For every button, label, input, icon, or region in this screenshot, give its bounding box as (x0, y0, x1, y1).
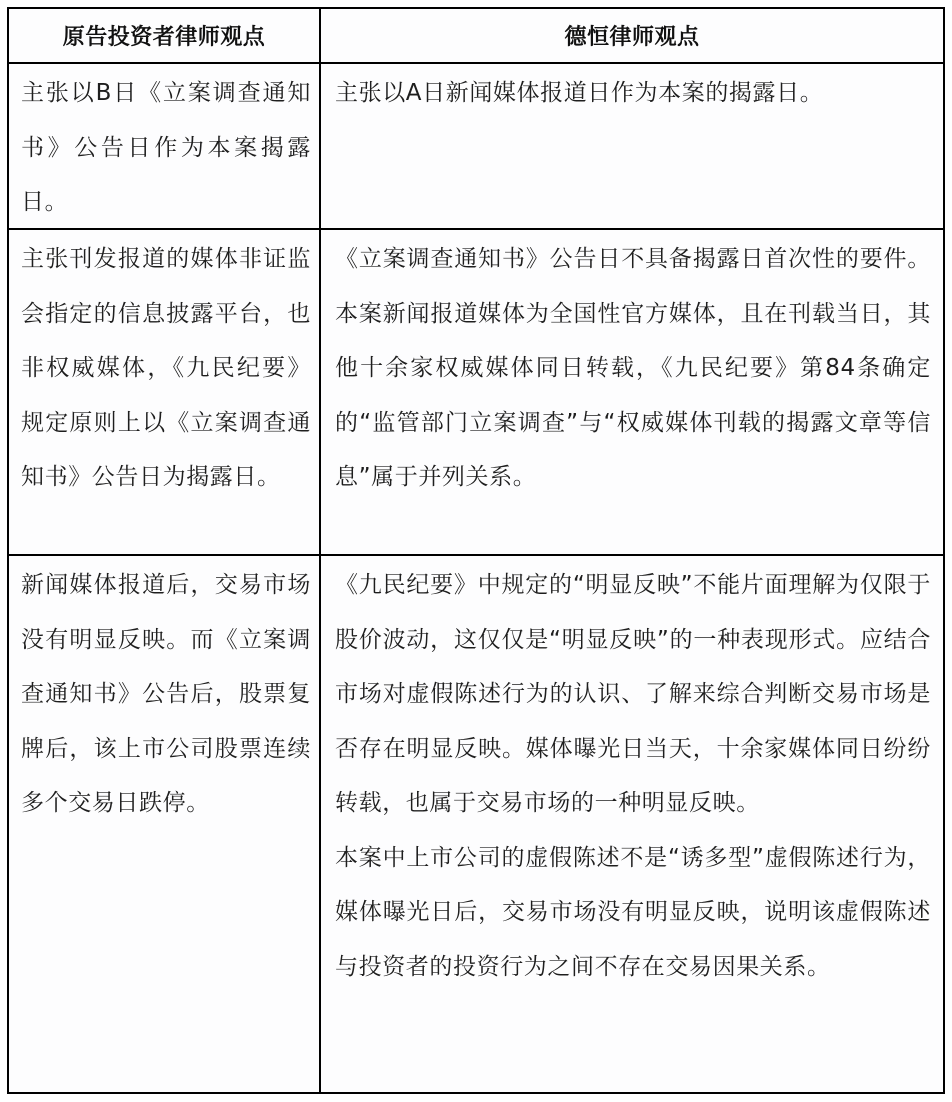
deheng-view-text (335, 66, 931, 121)
deheng-view-cell (321, 556, 943, 1092)
paragraph: 主张刊发报道的媒体非证监会指定的信息披露平台，也非权威媒体，《九民纪要》规定原则上以《立案调查通知书》公告日为揭露日。 (21, 246, 311, 490)
table-header-row (9, 9, 943, 64)
deheng-view-text (335, 558, 931, 994)
table-row (9, 64, 943, 230)
plaintiff-view-cell (9, 556, 321, 1092)
plaintiff-view-text (21, 558, 311, 831)
paragraph: 主张以B日《立案调查通知书》公告日作为本案揭露日。 (21, 80, 311, 215)
deheng-view-cell (321, 230, 943, 554)
plaintiff-view-text (21, 232, 311, 505)
table-row (9, 230, 943, 556)
table-row (9, 556, 943, 1092)
plaintiff-view-text (21, 66, 311, 230)
plaintiff-view-cell (9, 64, 321, 228)
plaintiff-view-cell (9, 230, 321, 554)
header-cell-plaintiff (9, 9, 321, 62)
paragraph: 新闻媒体报道后，交易市场没有明显反映。而《立案调查通知书》公告后，股票复牌后，该上市公司股票连续多个交易日跌停。 (21, 572, 311, 816)
paragraph: 《九民纪要》中规定的“明显反映”不能片面理解为仅限于股价波动，这仅仅是“明显反映”的一种表现形式。应结合市场对虚假陈述行为的认识、了解来综合判断交易市场是否存在明显反映。媒体曝光日当天，十余家媒体同日纷纷转载，也属于交易市场的一种明显反映。 (335, 572, 931, 816)
deheng-view-cell (321, 64, 943, 228)
paragraph: 主张以A日新闻媒体报道日作为本案的揭露日。 (335, 80, 824, 106)
deheng-view-text (335, 232, 931, 505)
comparison-table (7, 7, 945, 1094)
paragraph: 本案中上市公司的虚假陈述不是“诱多型”虚假陈述行为，媒体曝光日后，交易市场没有明显反映，说明该虚假陈述与投资者的投资行为之间不存在交易因果关系。 (335, 844, 931, 980)
paragraph: 《立案调查通知书》公告日不具备揭露日首次性的要件。本案新闻报道媒体为全国性官方媒体，且在刊载当日，其他十余家权威媒体同日转载，《九民纪要》第84条确定的“监管部门立案调查”与“权威媒体刊载的揭露文章等信息”属于并列关系。 (335, 246, 931, 490)
header-deheng-label: 德恒律师观点 (564, 25, 700, 50)
header-cell-deheng (321, 9, 943, 62)
header-plaintiff-label: 原告投资者律师观点 (62, 25, 266, 50)
